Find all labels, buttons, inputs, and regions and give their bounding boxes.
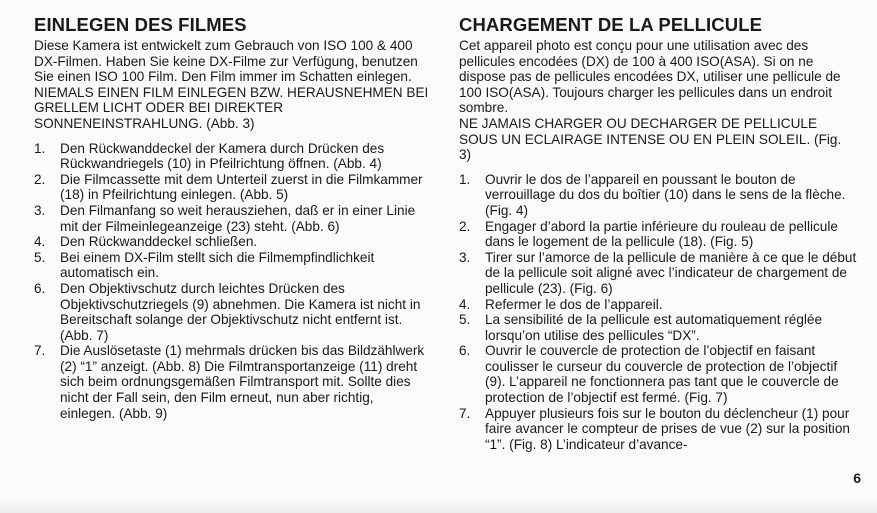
french-step: 5. La sensibilité de la pellicule est automatiquement réglée lorsqu’on utilise des pellicules “DX”. bbox=[459, 312, 823, 343]
german-intro: Diese Kamera ist entwickelt zum Gebrauch von ISO 100 & 400 DX-Filmen. Haben Sie keine DX-Filme zur Verfügung, benutzen Sie einen ISO 100 Film. Den Film immer im Schatten einlegen. bbox=[34, 38, 418, 85]
french-step: 3. Tirer sur l’amorce de la pellicule de manière à ce que le début de la pellicule soit aligné avec l’indicateur de chargement de pellicule (23). (Fig. 6) bbox=[459, 249, 857, 296]
page-number: 6 bbox=[853, 470, 861, 486]
german-step: 5. Bei einem DX-Film stellt sich die Filmempfindlichkeit automatisch ein. bbox=[34, 249, 375, 281]
french-heading: CHARGEMENT DE LA PELLICULE bbox=[459, 14, 763, 35]
german-heading: EINLEGEN DES FILMES bbox=[34, 14, 247, 35]
french-warning: NE JAMAIS CHARGER OU DECHARGER DE PELLICULE SOUS UN ECLAIRAGE INTENSE OU EN PLEIN SOLEIL. (Fig. 3) bbox=[459, 115, 842, 163]
french-steps bbox=[459, 172, 857, 453]
french-intro: Cet appareil photo est conçu pour une utilisation avec des pellicules encodées (DX) de 100 à 400 ISO(ASA). Si on ne dispose pas de pellicules encodées DX, utiliser une pellicule de 100 ISO(ASA). Toujours charger les pellicules dans un endroit sombre. bbox=[459, 38, 841, 116]
german-step: 3. Den Filmanfang so weit herausziehen, daß er in einer Linie mit der Filmeinlegeanzeige (23) steht. (Abb. 6) bbox=[34, 202, 416, 234]
french-column bbox=[459, 14, 857, 452]
french-step: 4. Refermer le dos de l’appareil. bbox=[459, 296, 663, 312]
german-step: 7. Die Auslösetaste (1) mehrmals drücken bis das Bildzählwerk (2) “1” anzeigt. (Abb. 8) Die Filmtransportanzeige (11) dreht sich beim ordnungsgemäßen Filmtransport mit. Sollte dies nicht der Fall sein, den Film erneut, nun aber richtig, einlegen. (Abb. 9) bbox=[34, 343, 425, 421]
german-step: 2. Die Filmcassette mit dem Unterteil zuerst in die Filmkammer (18) in Pfeilrichtung einlegen. (Abb. 5) bbox=[34, 171, 423, 203]
german-step: 6. Den Objektivschutz durch leichtes Drücken des Objektivschutzriegels (9) abnehmen. Die Kamera ist nicht in Bereitschaft solange der Objektivschutz nicht entfernt ist. (Abb. 7) bbox=[34, 280, 421, 343]
german-column bbox=[34, 14, 430, 421]
german-step: 4. Den Rückwanddeckel schließen. bbox=[34, 234, 258, 250]
french-step: 7. Appuyer plusieurs fois sur le bouton du déclencheur (1) pour faire avancer le compteur de prises de vue (2) sur la position “1”. (Fig. 8) L’indicateur d’avance- bbox=[459, 405, 850, 452]
french-step: 6. Ouvrir le couvercle de protection de l’objectif en faisant coulisser le curseur du couvercle de protection de l’objectif (9). L’appareil ne fonctionnera pas tant que le couvercle de protection de l’objectif est fermé. (Fig. 7) bbox=[459, 343, 839, 406]
german-steps bbox=[34, 141, 430, 422]
french-step: 1. Ouvrir le dos de l’appareil en poussant le bouton de verrouillage du dos du boîtier (10) dans le sens de la flèche. (Fig. 4) bbox=[459, 171, 846, 218]
french-step: 2. Engager d’abord la partie inférieure du rouleau de pellicule dans le logement de la pellicule (18). (Fig. 5) bbox=[459, 218, 838, 250]
german-warning: NIEMALS EINEN FILM EINLEGEN BZW. HERAUSNEHMEN BEI GRELLEM LICHT ODER BEI DIREKTER SONNENEINSTRAHLUNG. (Abb. 3) bbox=[34, 84, 429, 131]
german-step: 1. Den Rückwanddeckel der Kamera durch Drücken des Rückwandriegels (10) in Pfeilrichtung öffnen. (Abb. 4) bbox=[34, 140, 385, 172]
page-bottom-edge bbox=[0, 500, 877, 513]
